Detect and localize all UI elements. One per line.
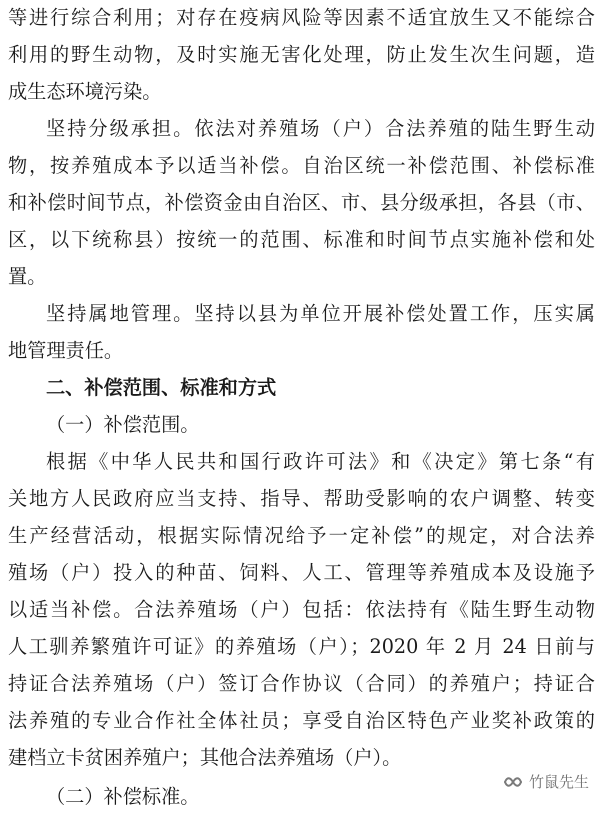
watermark-text: 竹鼠先生 xyxy=(528,773,589,791)
subsection-heading: （二）补偿标准。 xyxy=(46,785,200,808)
text-line: 法养殖的专业合作社全体社员；享受自治区特色产业奖补政策的 xyxy=(8,709,595,732)
paragraph-start-line: 坚持属地管理。坚持以县为单位开展补偿处置工作，压实属 xyxy=(46,302,595,325)
text-line: 和补偿时间节点，补偿资金由自治区、市、县分级承担，各县（市、 xyxy=(8,191,595,214)
text-line: 以适当补偿。合法养殖场（户）包括：依法持有《陆生野生动物 xyxy=(8,598,595,621)
wechat-channel-icon xyxy=(503,775,523,789)
text-line: 生产经营活动，根据实际情况给予一定补偿”的规定，对合法养 xyxy=(8,524,595,547)
text-line: 地管理责任。 xyxy=(8,339,124,362)
text-line: 殖场（户）投入的种苗、饲料、人工、管理等养殖成本及设施予 xyxy=(8,561,595,584)
paragraph-start-line: 根据《中华人民共和国行政许可法》和《决定》第七条“有 xyxy=(46,450,595,473)
text-line: 关地方人民政府应当支持、指导、帮助受影响的农户调整、转变 xyxy=(8,487,595,510)
text-line: 等进行综合利用；对存在疫病风险等因素不适宜放生又不能综合 xyxy=(8,6,595,29)
text-line: 利用的野生动物，及时实施无害化处理，防止发生次生问题，造 xyxy=(8,43,595,66)
paragraph-start-line: 坚持分级承担。依法对养殖场（户）合法养殖的陆生野生动 xyxy=(46,117,595,140)
subsection-heading: （一）补偿范围。 xyxy=(46,413,200,436)
text-line: 区，以下统称县）按统一的范围、标准和时间节点实施补偿和处 xyxy=(8,228,595,251)
text-line: 建档立卡贫困养殖户；其他合法养殖场（户）。 xyxy=(8,746,402,769)
text-line: 物，按养殖成本予以适当补偿。自治区统一补偿范围、补偿标准 xyxy=(8,154,595,177)
text-line: 人工驯养繁殖许可证》的养殖场（户）；2020 年 2 月 24 日前与 xyxy=(8,635,595,658)
account-watermark xyxy=(503,771,589,792)
text-line: 持证合法养殖场（户）签订合作协议（合同）的养殖户；持证合 xyxy=(8,672,595,695)
text-line: 置。 xyxy=(8,265,47,288)
text-line: 成生态环境污染。 xyxy=(8,80,162,103)
section-heading: 二、补偿范围、标准和方式 xyxy=(46,376,277,399)
